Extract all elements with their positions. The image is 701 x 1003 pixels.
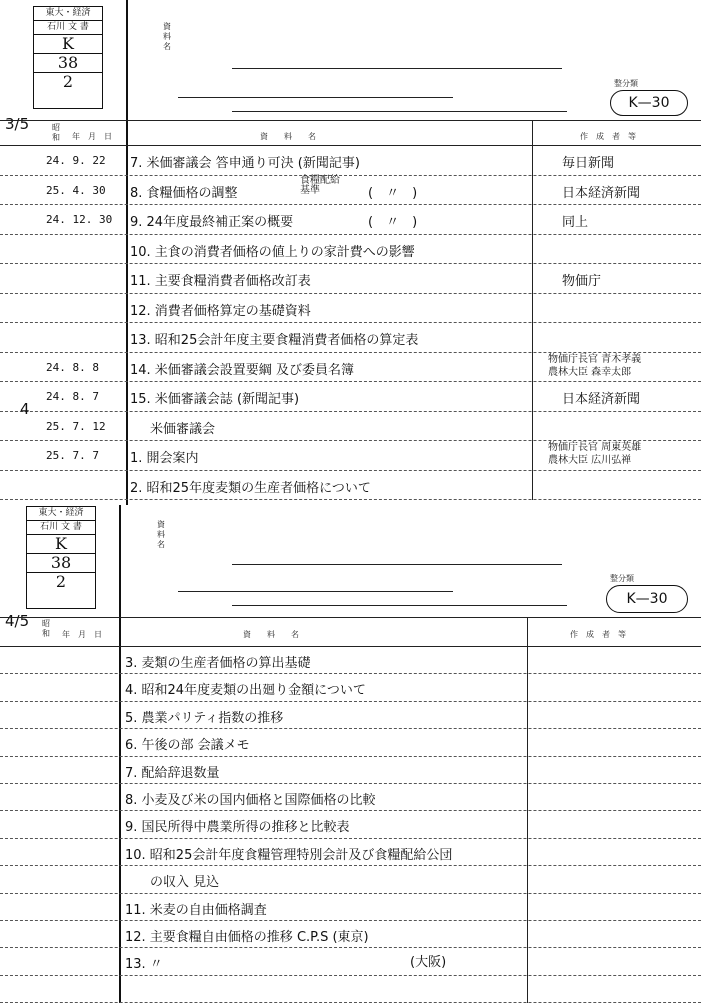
row-rule bbox=[0, 810, 701, 811]
row-title: 米価審議会 bbox=[150, 421, 216, 437]
date-header: 年 月 日 bbox=[72, 132, 112, 141]
row-author: 日本経済新聞 bbox=[562, 185, 641, 201]
row-rule bbox=[0, 756, 701, 757]
upper-archive-stamp bbox=[33, 6, 103, 109]
row13-note: (大阪) bbox=[410, 955, 447, 971]
material-name-label: 資 料 名 bbox=[163, 22, 171, 51]
date-header: 年 月 日 bbox=[62, 630, 102, 639]
stamp-line-1: 東大・経済 bbox=[34, 7, 102, 21]
row-title: 8. 食糧価格の調整 bbox=[130, 185, 238, 201]
row-rule bbox=[0, 920, 701, 921]
row-rule bbox=[0, 263, 701, 264]
stamp-box-1: K bbox=[34, 35, 102, 54]
page-mark: 3/5 bbox=[5, 115, 30, 133]
class-label: 整分類 bbox=[614, 79, 638, 88]
stamp-box-3: 2 bbox=[55, 572, 67, 591]
row-rule bbox=[0, 234, 701, 235]
row-date: 24. 9. 22 bbox=[46, 154, 106, 167]
row-title: 7. 配給辞退数量 bbox=[125, 765, 220, 781]
title-header: 資 料 名 bbox=[260, 132, 316, 141]
row-title: 3. 麦類の生産者価格の算出基礎 bbox=[125, 656, 311, 671]
row-rule bbox=[0, 381, 701, 382]
row-rule bbox=[0, 893, 701, 894]
row-author: 物価庁 bbox=[562, 274, 602, 289]
class-code-badge: K—30 bbox=[610, 90, 688, 116]
row-rule bbox=[0, 293, 701, 294]
row-rule bbox=[0, 838, 701, 839]
row-title: 9. 24年度最終補正案の概要 bbox=[130, 215, 294, 230]
row-title: 11. 米麦の自由価格調査 bbox=[125, 902, 267, 918]
row-title: 15. 米価審議会誌 (新聞記事) bbox=[130, 392, 300, 407]
row-title: 8. 小麦及び米の国内価格と国際価格の比較 bbox=[125, 793, 376, 808]
left-mark: 4 bbox=[20, 400, 30, 418]
row-rule bbox=[0, 701, 701, 702]
row-rule bbox=[0, 673, 701, 674]
row-rule bbox=[0, 728, 701, 729]
row-rule bbox=[0, 470, 701, 471]
row-title: 7. 米価審議会 答申通り可決 (新聞記事) bbox=[130, 156, 360, 171]
row-title-ditto: ( 〃 ) bbox=[368, 185, 418, 201]
title-header: 資 料 名 bbox=[243, 630, 299, 639]
era-header: 昭 和 bbox=[42, 619, 50, 638]
author-header: 作 成 者 等 bbox=[570, 630, 626, 639]
row-title: 2. 昭和25年度麦類の生産者価格について bbox=[130, 480, 371, 496]
row-author: 同上 bbox=[562, 215, 589, 230]
row-date: 25. 7. 7 bbox=[46, 449, 99, 462]
row-title: 1. 開会案内 bbox=[130, 451, 199, 466]
row-rule bbox=[0, 499, 701, 500]
author-header: 作 成 者 等 bbox=[580, 132, 636, 141]
stamp-box-2: 38 bbox=[27, 554, 95, 573]
row-title: 12. 主要食糧自由価格の推移 C.P.S (東京) bbox=[125, 930, 369, 945]
row-rule bbox=[0, 783, 701, 784]
row-date: 24. 12. 30 bbox=[46, 213, 113, 226]
row-title: 6. 午後の部 会議メモ bbox=[125, 738, 250, 754]
class-code-badge: K—30 bbox=[606, 585, 688, 613]
stamp-box-2: 38 bbox=[34, 54, 102, 73]
row-title-ditto: ( 〃 ) bbox=[368, 215, 418, 230]
row-title: 4. 昭和24年度麦類の出廻り金額について bbox=[125, 683, 366, 699]
row-rule bbox=[0, 947, 701, 948]
stamp-box-3: 2 bbox=[62, 72, 74, 91]
row-rule bbox=[0, 411, 701, 412]
row-title: 11. 主要食糧消費者価格改訂表 bbox=[130, 274, 311, 289]
row-rule bbox=[0, 865, 701, 866]
stamp-line-2: 石川 文 書 bbox=[34, 21, 102, 35]
row-author: 毎日新聞 bbox=[562, 156, 615, 171]
lower-archive-stamp bbox=[26, 506, 96, 609]
class-label: 整分類 bbox=[610, 574, 634, 583]
row-title: 13. 昭和25会計年度主要食糧消費者価格の算定表 bbox=[130, 333, 419, 348]
row-rule bbox=[0, 175, 701, 176]
row-date: 24. 8. 7 bbox=[46, 390, 99, 403]
row-rule bbox=[0, 322, 701, 323]
row-date: 24. 8. 8 bbox=[46, 360, 99, 374]
row-title: 12. 消費者価格算定の基礎資料 bbox=[130, 303, 311, 319]
page-mark: 4/5 bbox=[5, 612, 30, 630]
row-rule bbox=[0, 975, 701, 976]
row-author: 日本経済新聞 bbox=[562, 392, 641, 407]
stamp-line-1: 東大・経済 bbox=[27, 507, 95, 521]
row-note: 食糧配給 基準 bbox=[300, 174, 340, 196]
row-title: 10. 昭和25会計年度食糧管理特別会計及び食糧配給公団 bbox=[125, 847, 453, 863]
row-title: 9. 国民所得中農業所得の推移と比較表 bbox=[125, 820, 350, 836]
row-date: 25. 7. 12 bbox=[46, 419, 106, 433]
stamp-line-2: 石川 文 書 bbox=[27, 521, 95, 535]
row-author: 物価庁長官 青木孝義 農林大臣 森幸太郎 bbox=[548, 353, 642, 378]
row-author: 物価庁長官 周東英雄 農林大臣 広川弘禅 bbox=[548, 442, 642, 466]
row-title: 5. 農業パリティ指数の推移 bbox=[125, 710, 284, 726]
era-header: 昭 和 bbox=[52, 123, 60, 142]
row-title: 13. 〃 bbox=[125, 957, 163, 973]
row-rule bbox=[0, 204, 701, 205]
row-title: の収入 見込 bbox=[150, 875, 220, 891]
row-title: 14. 米価審議会設置要綱 及び委員名簿 bbox=[130, 362, 354, 378]
material-name-label: 資 料 名 bbox=[157, 520, 165, 549]
stamp-box-1: K bbox=[27, 535, 95, 554]
row-title: 10. 主食の消費者価格の値上りの家計費への影響 bbox=[130, 244, 415, 260]
row-date: 25. 4. 30 bbox=[46, 183, 106, 197]
